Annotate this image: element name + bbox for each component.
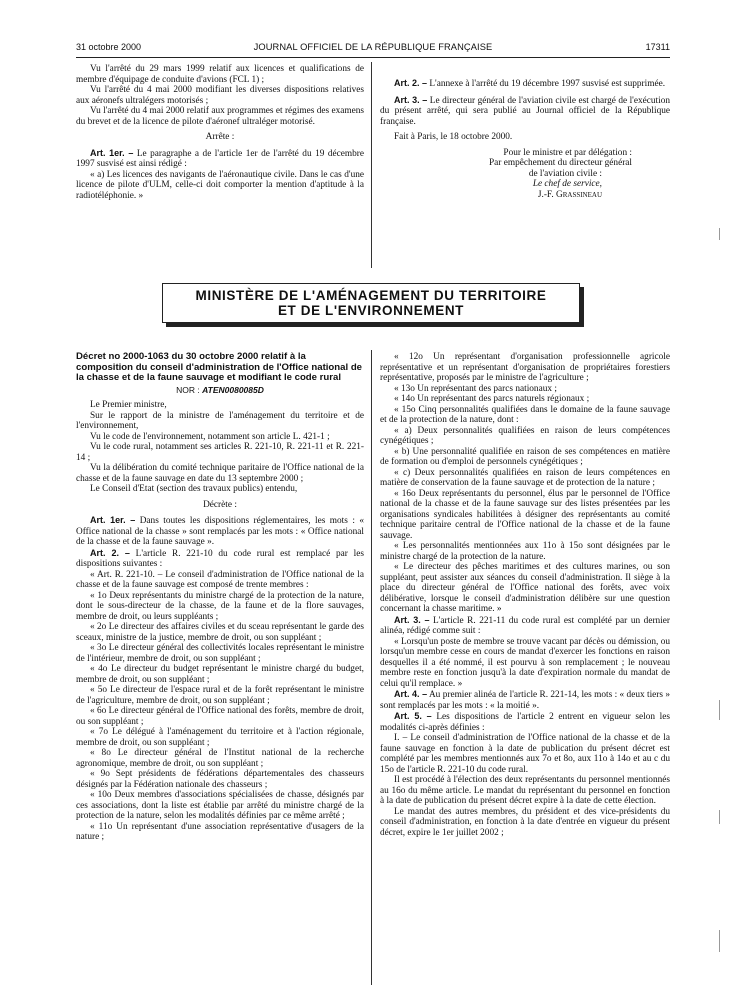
list-item: « 5o Le directeur de l'espace rural et de la forêt représentant le ministre de l'agriculture, membre de droit, ou son suppléant ; (76, 685, 364, 706)
list-item: « 2o Le directeur des affaires civiles et du sceau représentant le garde des sceaux, ministre de la justice, membre de droit, ou son suppléant ; (76, 622, 364, 643)
list-item: « 13o Un représentant des parcs nationaux ; (394, 383, 557, 394)
article-text: Les dispositions de l'article 2 entrent en vigueur selon les modalités ci-après définies : (380, 712, 670, 733)
list-item: « 9o Sept présidents de fédérations départementales des chasseurs désignés par la Fédération nationale des chasseurs ; (76, 769, 364, 790)
paragraph: « Le directeur des pêches maritimes et des cultures marines, ou son suppléant, peut assister aux séances du conseil d'administration. Il siège à la place du directeur général de l'Office national des forêts, avec voix délibérative, lorsque le conseil d'administration délibère sur une question concernant la chasse maritime. » (380, 562, 670, 614)
list-item: « 14o Un représentant des parcs naturels régionaux ; (394, 394, 590, 404)
list-item: « a) Deux personnalités qualifiées en raison de leurs compétences cynégétiques ; (380, 425, 670, 446)
paragraph: Le Conseil d'Etat (section des travaux publics) entendu, (90, 484, 298, 495)
quoted-paragraph: « Art. R. 221-10. – Le conseil d'administration de l'Office national de la chasse et de la faune sauvage est composé de trente membres : (76, 569, 364, 591)
article-paragraph (76, 515, 364, 548)
nor-reference (76, 385, 364, 396)
article-paragraph (380, 615, 670, 637)
paragraph: Vu l'arrêté du 4 mai 2000 relatif aux programmes et régimes des examens du brevet et de la licence de pilote d'aéronef ultraléger motorisé. (76, 106, 364, 127)
quoted-paragraph: « Lorsqu'un poste de membre se trouve vacant par décès ou démission, ou lorsqu'un membre cesse en cours de mandat d'exercer les fonctions en raison desquelles il a été nommé, il est pourvu à son remplacement ; le nouveau membre reste en fonction jusqu'à la date d'expiration normale du mandat de celui qu'il remplace. » (380, 636, 670, 689)
paragraph: Vu l'arrêté du 4 mai 2000 modifiant les diverses dispositions relatives aux aéronefs ultralégers motorisés ; (76, 85, 364, 106)
article-label: Art. 4. – (394, 689, 428, 699)
article-paragraph (380, 689, 670, 711)
paragraph: Sur le rapport de la ministre de l'aménagement du territoire et de l'environnement, (76, 410, 364, 432)
list-item: « 12o Un représentant d'organisation professionnelle agricole représentative et un représentant d'organisation de propriétaires forestiers représentative, proposés par le ministre de l'agriculture ; (380, 352, 670, 383)
signature-line: Pour le ministre et par délégation : (503, 147, 632, 158)
article-label: Art. 2. – (394, 78, 428, 88)
article-label: Art. 3. – (394, 614, 430, 625)
article-paragraph (380, 95, 670, 128)
paragraph: Vu le code rural, notamment ses articles R. 221-10, R. 221-11 et R. 221-14 ; (76, 442, 364, 463)
paragraph: Vu le code de l'environnement, notamment son article L. 421-1 ; (90, 431, 330, 442)
signature-line: Par empêchement du directeur général (489, 158, 632, 168)
ministry-heading-box (162, 283, 580, 323)
column-divider (371, 62, 372, 268)
article-text: L'article R. 221-10 du code rural est remplacé par les dispositions suivantes : (76, 548, 364, 570)
ministry-heading-line: ET DE L'ENVIRONNEMENT (277, 303, 465, 318)
arrete-heading: Arrête : (205, 132, 235, 142)
signatory-name: J.-F. Grassineau (537, 189, 602, 200)
article-text: Dans toutes les dispositions réglementaires, les mots : « Office national de la chasse » sont remplacés par les mots : « Office national de la chasse et de la faune sauvage ». (76, 516, 364, 548)
header-journal-title: JOURNAL OFFICIEL DE LA RÉPUBLIQUE FRANÇAISE (253, 42, 493, 52)
article-paragraph (76, 148, 364, 170)
paragraph: Vu la délibération du comité technique paritaire de l'Office national de la chasse et de la faune sauvage en date du 13 septembre 2000 ; (76, 463, 364, 484)
article-label: Art. 3. – (394, 94, 428, 105)
nor-label: NOR : (176, 384, 200, 395)
paragraph: « Les personnalités mentionnées aux 11o à 15o sont désignées par le ministre chargé de la protection de la nature. (380, 541, 670, 562)
article-label: Art. 2. – (90, 547, 130, 558)
article-text: L'article R. 221-11 du code rural est complété par un dernier alinéa, rédigé comme suit : (380, 615, 670, 636)
scan-mark (719, 930, 720, 952)
decrete-heading: Décrète : (203, 499, 237, 510)
header-rule (76, 57, 670, 58)
header-date: 31 octobre 2000 (76, 42, 142, 52)
article-label: Art. 1er. – (90, 515, 136, 526)
list-item: « 11o Un représentant d'une association représentative d'usagers de la nature ; (76, 821, 364, 843)
article-text: L'annexe à l'arrêté du 19 décembre 1997 susvisé est supprimée. (429, 79, 666, 89)
top-left-column (76, 64, 364, 201)
list-item: « 3o Le directeur général des collectivités locales représentant le ministre de l'intérieur, membre de droit, ou son suppléant ; (76, 643, 364, 664)
article-text: Le directeur général de l'aviation civile est chargé de l'exécution du présent arrêté, qui sera publié au Journal officiel de la République française. (380, 95, 670, 127)
list-item: « 10o Deux membres d'associations spécialisées de chasse, désignés par ces associations, dont la liste est établie par arrêté du ministre chargé de la protection de la nature, selon les modalités définies par ce même arrêté ; (76, 790, 364, 822)
paragraph: Le Premier ministre, (90, 400, 167, 411)
scan-mark (719, 228, 720, 240)
article-text: Au premier alinéa de l'article R. 221-14, les mots : « deux tiers » sont remplacés par les mots : « la moitié ». (380, 690, 671, 711)
list-item: « b) Une personnalité qualifiée en raison de ses compétences en matière de formation ou d'emploi de personnels cynégétiques ; (380, 446, 670, 467)
signing-place-date: Fait à Paris, le 18 octobre 2000. (394, 132, 513, 142)
list-item: « 1o Deux représentants du ministre chargé de la protection de la nature, dont le sous-directeur de la chasse, de la faune et de la flore sauvages, membre de droit, ou leurs suppléants ; (76, 590, 364, 622)
article-label: Art. 5. – (394, 711, 432, 721)
paragraph: Le mandat des autres membres, du président et des vice-présidents du conseil d'administration, en fonction à la date d'entrée en vigueur du présent décret, expire le 1er juillet 2002 ; (380, 806, 670, 838)
paragraph: Vu l'arrêté du 29 mars 1999 relatif aux licences et qualifications de membre d'équipage de conduite d'avions (FCL 1) ; (76, 64, 364, 85)
list-item: « 6o Le directeur général de l'Office national des forêts, membre de droit, ou son suppléant ; (76, 706, 364, 727)
list-item: « 15o Cinq personnalités qualifiées dans le domaine de la faune sauvage et de la protection de la nature, dont : (380, 404, 670, 425)
article-paragraph (380, 711, 670, 733)
signature-line: Le chef de service, (532, 179, 602, 189)
scan-mark (719, 700, 720, 720)
article-paragraph (380, 78, 670, 90)
ministry-heading-line: MINISTÈRE DE L'AMÉNAGEMENT DU TERRITOIRE (195, 288, 547, 303)
article-text: Le paragraphe a de l'article 1er de l'arrêté du 19 décembre 1997 susvisé est ainsi rédigé : (76, 148, 364, 169)
article-label: Art. 1er. – (90, 147, 134, 158)
paragraph: I. – Le conseil d'administration de l'Office national de la chasse et de la faune sauvage en fonction à la date de publication du présent décret est complété par les membres mentionnés aux 7o et 8o, aux 11o à 14o et au c du 15o de l'article R. 221-10 du code rural. (380, 733, 670, 775)
signature-block (380, 148, 670, 201)
list-item: « 8o Le directeur général de l'Institut national de la recherche agronomique, membre de droit, ou son suppléant ; (76, 748, 364, 769)
paragraph: Il est procédé à l'élection des deux représentants du personnel mentionnés au 16o du même article. Le mandat du représentant du personnel en fonction à la date de publication du présent décret expire à la date de cette élection. (380, 775, 670, 806)
decree-left-column (76, 352, 364, 843)
nor-code: ATEN0080085D (202, 384, 264, 395)
page-header (76, 42, 670, 54)
decree-right-column (380, 352, 670, 838)
list-item: « c) Deux personnalités qualifiées en raison de leurs compétences en matière de conservation de la faune sauvage et de protection de la nature ; (380, 467, 670, 488)
header-page-number: 17311 (645, 42, 670, 52)
quoted-paragraph: « a) Les licences des navigants de l'aéronautique civile. Dans le cas d'une licence de pilote d'ULM, celle-ci doit comporter la mention d'aptitude à la radiotéléphonie. » (76, 169, 364, 201)
top-right-column (380, 78, 670, 200)
article-paragraph (76, 548, 364, 570)
scan-mark (719, 810, 720, 824)
list-item: « 4o Le directeur du budget représentant le ministre chargé du budget, membre de droit, ou son suppléant ; (76, 664, 364, 685)
decree-title: Décret no 2000-1063 du 30 octobre 2000 relatif à la composition du conseil d'administration de l'Office national de la chasse et de la faune sauvage et modifiant le code rural (76, 351, 363, 384)
list-item: « 16o Deux représentants du personnel, élus par le personnel de l'Office national de la chasse et de la faune sauvage sur des listes présentées par les organisations syndicales habilitées à désigner des représentants au comité technique paritaire central de l'Office national de la chasse et de la faune sauvage. (380, 488, 670, 541)
signature-line: de l'aviation civile : (528, 168, 602, 179)
list-item: « 7o Le délégué à l'aménagement du territoire et à l'action régionale, membre de droit, ou son suppléant ; (76, 727, 364, 748)
column-divider (371, 350, 372, 985)
